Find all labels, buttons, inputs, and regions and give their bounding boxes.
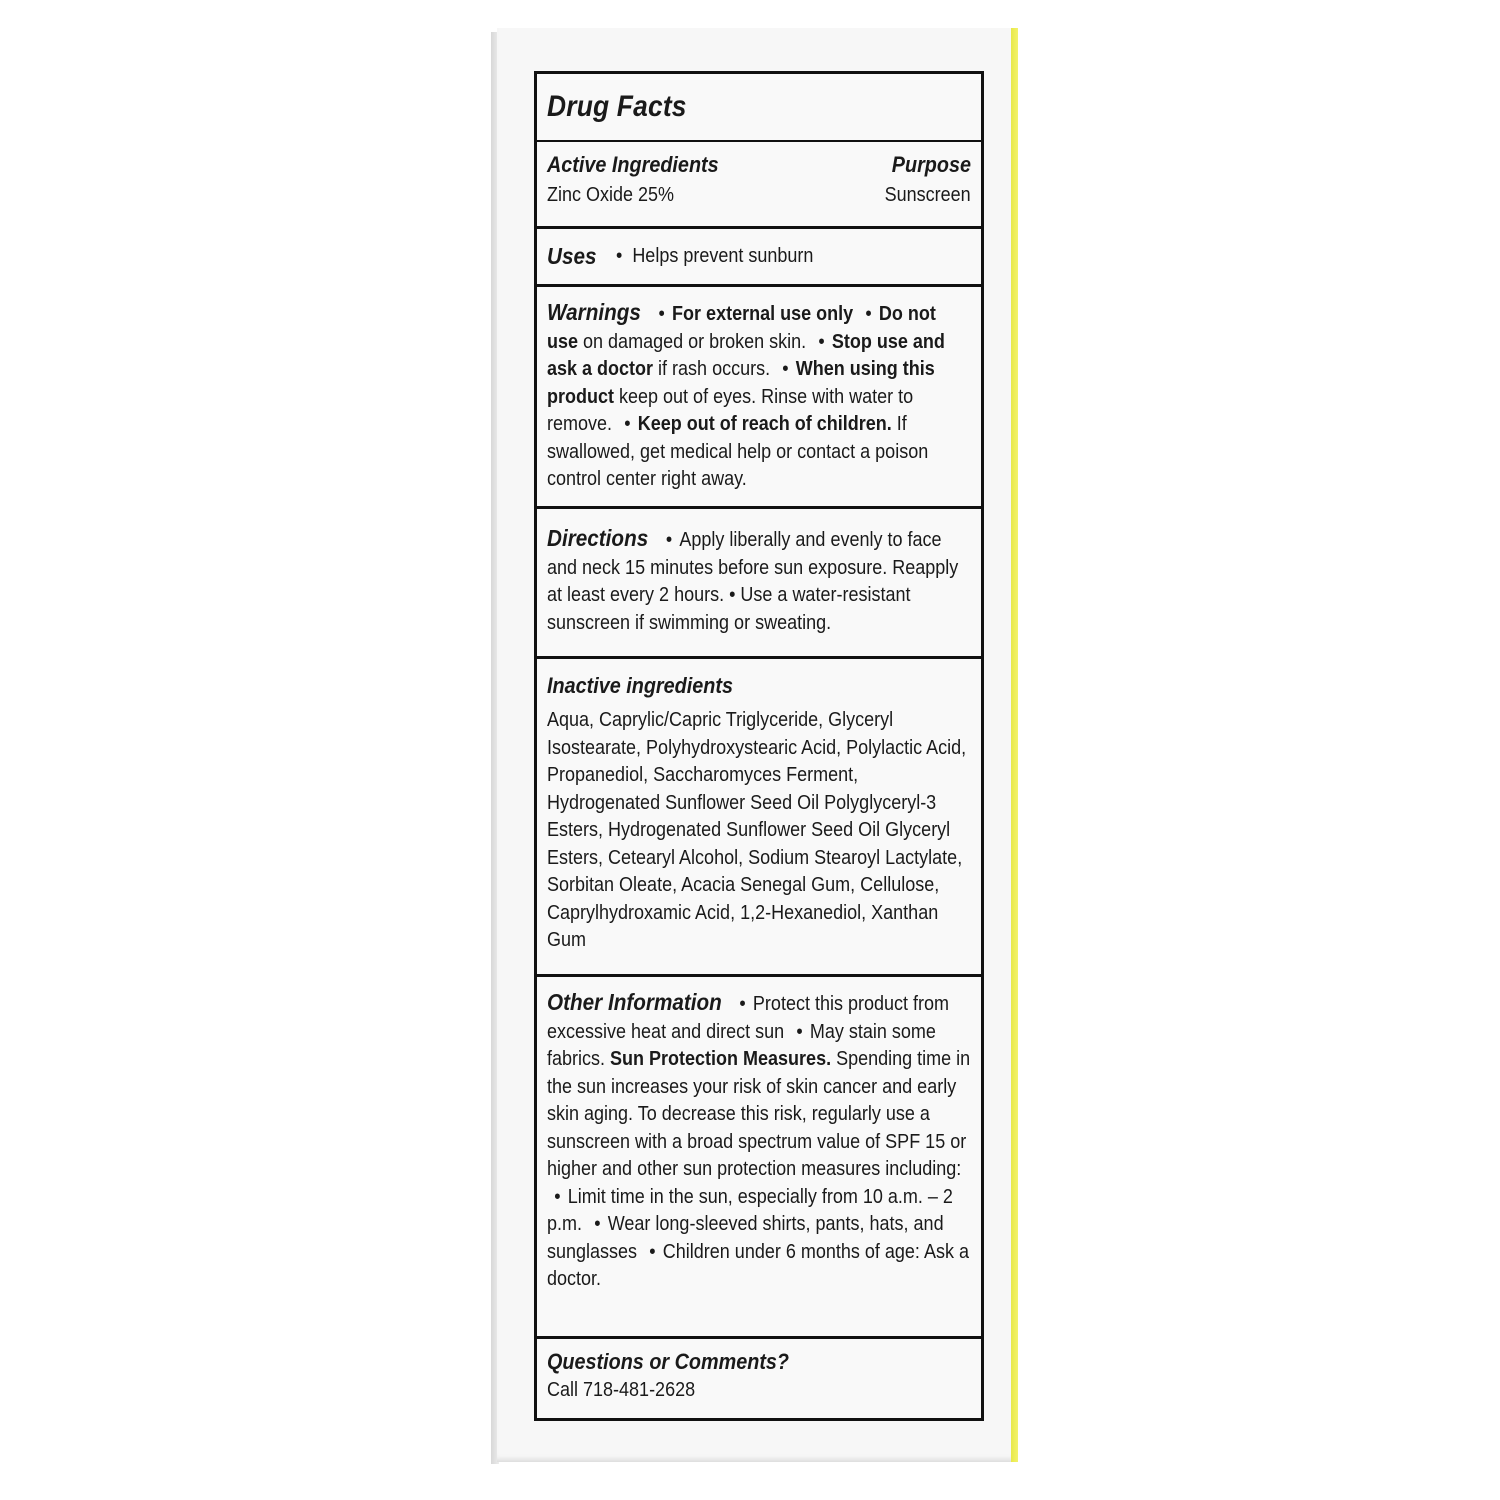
- questions-section: [537, 1336, 981, 1418]
- drug-facts-title: Drug Facts: [547, 90, 687, 123]
- warnings-heading: Warnings: [547, 299, 641, 325]
- uses-text: Helps prevent sunburn: [632, 244, 814, 267]
- warning-when-using: When using this product: [547, 358, 935, 408]
- other-text-4: Limit time in the sun, especially from 10 a.m. – 2 p.m.: [547, 1185, 953, 1235]
- other-information-section: Other Information • Protect this product from excessive heat and direct sun • May stain some fabrics. Sun Protection Measures. Spending time in the sun increases your risk of skin cancer and early skin aging. To decrease this risk, regularly use a sunscreen with a broad spectrum value of SPF 15 or higher and other sun protection measures including: • Limit time in the sun, especially from 10 a.m. – 2 p.m. • Wear long-sleeved shirts, pants, hats, and sunglasses • Children under 6 months of age: Ask a doctor.: [537, 974, 981, 1336]
- warning-external-use: For external use only: [672, 303, 854, 325]
- warning-children-text: If swallowed, get medical help or contact a poison control center right away.: [547, 413, 929, 490]
- package-yellow-edge: [1011, 28, 1018, 1462]
- uses-section: Uses • Helps prevent sunburn: [537, 226, 981, 284]
- questions-heading: Questions or Comments?: [547, 1349, 790, 1374]
- sun-protection-heading: Sun Protection Measures.: [610, 1048, 832, 1070]
- active-ingredients-section: [537, 140, 981, 226]
- active-ingredients-heading: Active Ingredients: [547, 152, 719, 177]
- questions-phone: Call 718-481-2628: [547, 1379, 696, 1401]
- other-text-3: Spending time in the sun increases your risk of skin cancer and early skin aging. To decrease this risk, regularly use a sunscreen with a broad spectrum value of SPF 15 or higher and other sun protection measures including:: [547, 1048, 971, 1180]
- inactive-ingredients-text: Aqua, Caprylic/Capric Triglyceride, Glyceryl Isostearate, Polyhydroxystearic Acid, Polylactic Acid, Propanediol, Saccharomyces Ferment, Hydrogenated Sunflower Seed Oil Polyglyceryl-3 Esters, Hydrogenated Sunflower Seed Oil Glyceryl Esters, Cetearyl Alcohol, Sodium Stearoyl Lactylate, Sorbitan Oleate, Acacia Senegal Gum, Cellulose, Caprylhydroxamic Acid, 1,2-Hexanediol, Xanthan Gum: [547, 709, 967, 951]
- purpose-value: Sunscreen: [884, 184, 971, 206]
- warning-children: Keep out of reach of children.: [637, 413, 892, 435]
- warning-do-not-use: Do not use: [547, 303, 936, 353]
- directions-text-2: Use a water-resistant sunscreen if swimming or sweating.: [547, 584, 911, 634]
- warnings-section: Warnings • For external use only • Do not use on damaged or broken skin. • Stop use and ask a doctor if rash occurs. • When using this product keep out of eyes. Rinse with water to remove. • Keep out of reach of children. If swallowed, get medical help or contact a poison control center right away.: [537, 284, 981, 506]
- warning-do-not-use-text: on damaged or broken skin.: [583, 330, 807, 353]
- other-text-6: Children under 6 months of age: Ask a doctor.: [547, 1240, 969, 1290]
- directions-text-1: Apply liberally and evenly to face and neck 15 minutes before sun exposure. Reapply at least every 2 hours.: [547, 529, 959, 606]
- purpose-heading: Purpose: [891, 152, 971, 177]
- warning-stop-use-text: if rash occurs.: [658, 358, 771, 380]
- warning-when-using-text: keep out of eyes. Rinse with water to remove.: [547, 385, 914, 435]
- other-information-heading: Other Information: [547, 989, 722, 1015]
- inactive-ingredients-heading: Inactive ingredients: [547, 673, 733, 698]
- directions-heading: Directions: [547, 525, 649, 551]
- active-ingredient-value: Zinc Oxide 25%: [547, 184, 675, 206]
- other-text-5: Wear long-sleeved shirts, pants, hats, and sunglasses: [547, 1213, 944, 1263]
- warning-stop-use: Stop use and ask a doctor: [547, 330, 945, 380]
- other-text-2: May stain some fabrics.: [547, 1020, 936, 1070]
- directions-section: Directions • Apply liberally and evenly to face and neck 15 minutes before sun exposure. Reapply at least every 2 hours. • Use a water-resistant sunscreen if swimming or sweating.: [537, 506, 981, 656]
- drug-facts-panel: [534, 71, 984, 1421]
- uses-heading: Uses: [547, 243, 597, 269]
- other-text-1: Protect this product from excessive heat and direct sun: [547, 993, 950, 1043]
- drug-facts-header: [537, 74, 981, 140]
- inactive-ingredients-section: [537, 656, 981, 974]
